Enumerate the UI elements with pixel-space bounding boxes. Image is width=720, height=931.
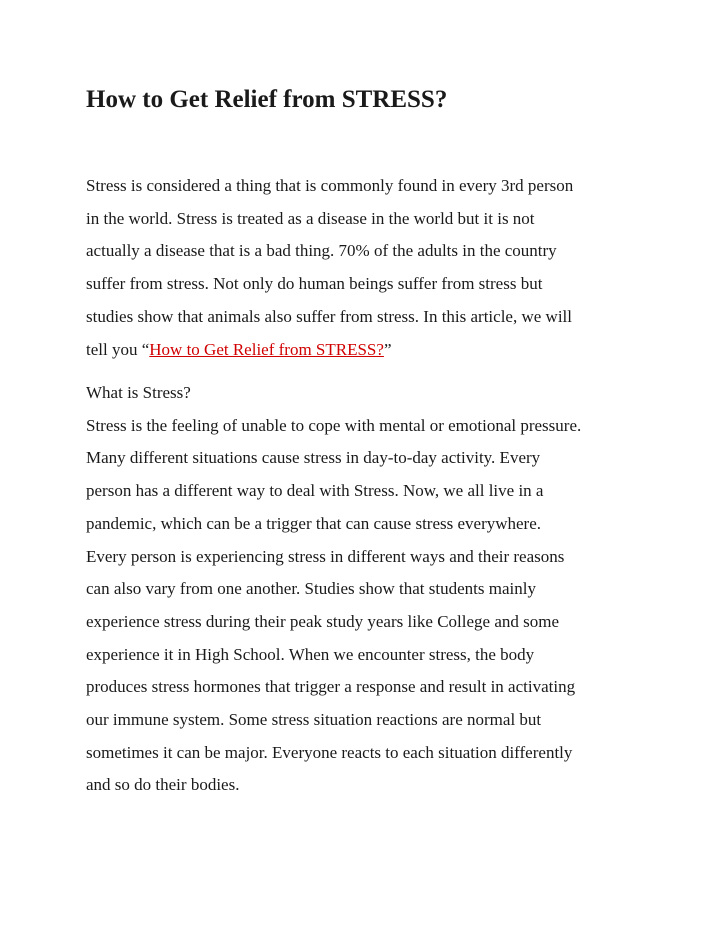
- intro-line: studies show that animals also suffer from stress. In this article, we will: [86, 306, 572, 326]
- section-heading-what-is-stress: What is Stress?: [86, 383, 191, 402]
- body-line: can also vary from one another. Studies show that students mainly: [86, 579, 536, 599]
- body-line: produces stress hormones that trigger a response and result in activating: [86, 677, 576, 697]
- intro-line: actually a disease that is a bad thing. 70% of the adults in the country: [86, 241, 557, 261]
- intro-line: in the world. Stress is treated as a disease in the world but it is not: [86, 208, 535, 228]
- body-line: experience stress during their peak study years like College and some: [86, 611, 560, 631]
- body-paragraph: [86, 377, 666, 802]
- body-line: Every person is experiencing stress in different ways and their reasons: [86, 546, 565, 566]
- body-line: pandemic, which can be a trigger that can cause stress everywhere.: [86, 513, 542, 533]
- intro-line: suffer from stress. Not only do human beings suffer from stress but: [86, 274, 543, 294]
- body-line: experience it in High School. When we encounter stress, the body: [86, 644, 535, 664]
- page-title: How to Get Relief from STRESS?: [86, 86, 448, 113]
- intro-last-prefix: tell you “: [86, 339, 150, 359]
- intro-last-suffix: ”: [383, 339, 392, 359]
- intro-paragraph: [86, 170, 666, 366]
- body-line: our immune system. Some stress situation reactions are normal but: [86, 710, 542, 730]
- intro-last-line: [86, 334, 666, 367]
- body-line: sometimes it can be major. Everyone reacts to each situation differently: [86, 742, 573, 762]
- body-line: Many different situations cause stress in day-to-day activity. Every: [86, 448, 541, 468]
- article-title-link[interactable]: How to Get Relief from STRESS?: [149, 339, 384, 359]
- body-line: person has a different way to deal with Stress. Now, we all live in a: [86, 481, 544, 501]
- body-line: and so do their bodies.: [86, 775, 240, 795]
- body-line: Stress is the feeling of unable to cope with mental or emotional pressure.: [86, 415, 582, 435]
- intro-line: Stress is considered a thing that is commonly found in every 3rd person: [86, 176, 574, 195]
